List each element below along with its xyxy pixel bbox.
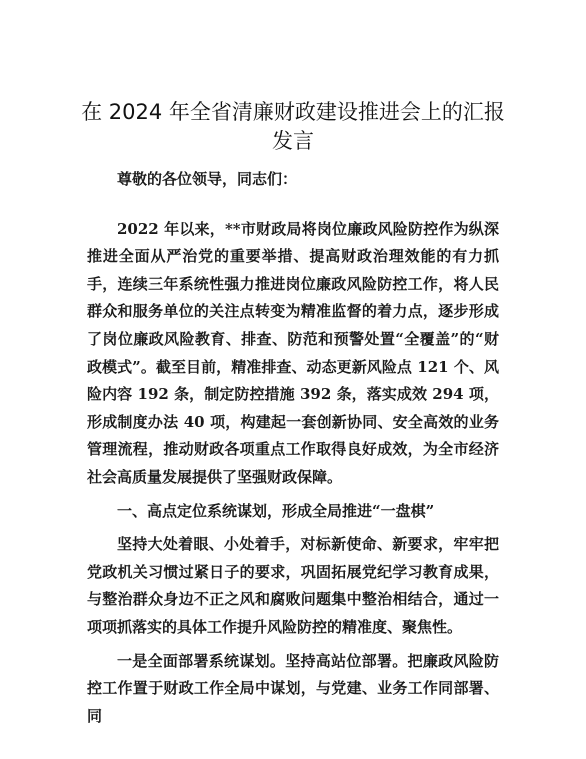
document-title: 在 2024 年全省清廉财政建设推进会上的汇报发言 (81, 100, 505, 153)
paragraph-intro: 2022 年以来，**市财政局将岗位廉政风险防控作为纵深推进全面从严治党的重要举措、提高财政治理效能的有力抓手，连续三年系统性强力推进岗位廉政风险防控工作，将人民群众和服务单位的关注点转变为精准监督的着力点，逐步形成了岗位廉政风险教育、排查、防范和预警处置“全覆盖”的“财政模式”。截至目前，精准排查、动态更新风险点 121 个、风险内容 192 条，制定防控措施 392 条，落实成效 294 项，形成制度办法 40 项，构建起一套创新协同、安全高效的业务管理流程，推动财政各项重点工作取得良好成效，为全市经济社会高质量发展提供了坚强财政保障。 (87, 219, 499, 486)
salutation: 尊敬的各位领导，同志们： (117, 170, 298, 188)
paragraph-point-1: 一是全面部署系统谋划。坚持高站位部署。把廉政风险防控工作置于财政工作全局中谋划，与党建、业务工作同部署、同 (87, 651, 499, 725)
document-body (87, 166, 499, 730)
section-heading-1: 一、高点定位系统谋划，形成全局推进“一盘棋” (117, 501, 435, 520)
paragraph-section-1: 坚持大处着眼、小处着手，对标新使命、新要求，牢牢把党政机关习惯过紧日子的要求，巩固拓展党纪学习教育成果，与整治群众身边不正之风和腐败问题集中整治相结合，通过一项项抓落实的具体工作提升风险防控的精准度、聚焦性。 (87, 535, 499, 636)
